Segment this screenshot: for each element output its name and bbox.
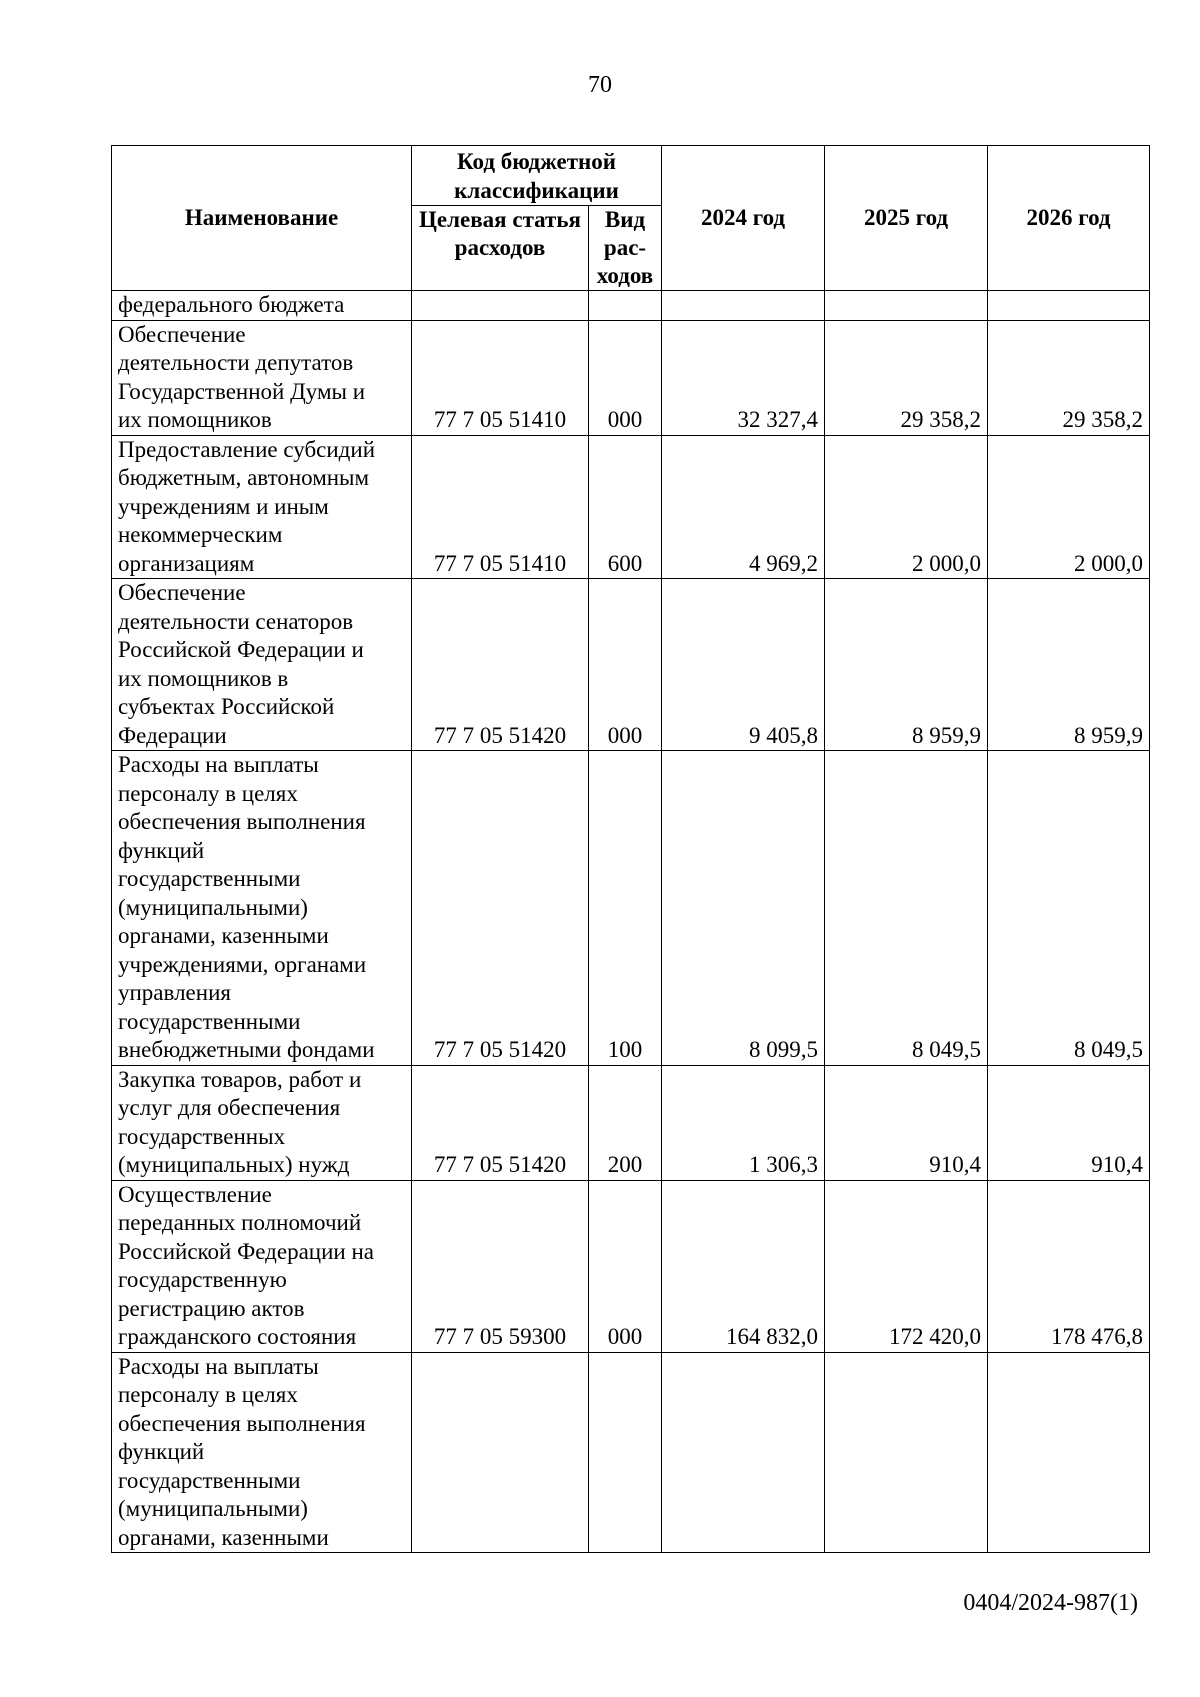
cell-name-text: Расходы на выплаты персоналу в целях обеспечения выполнения функций государственными (муниципальными) органами, казенными учреждениями, органами управления государственными внебюджетными фондами: [118, 752, 375, 1062]
cell-2025: [825, 1352, 988, 1553]
cell-2024: [662, 291, 825, 321]
cell-2026-text: 8 049,5: [1074, 1037, 1143, 1062]
header-2024: 2024 год: [662, 146, 825, 291]
header-2026: 2026 год: [988, 146, 1150, 291]
cell-2024: [662, 1180, 825, 1352]
cell-2026: [988, 1065, 1150, 1180]
cell-target-code: [412, 291, 589, 321]
cell-2024-text: 8 099,5: [749, 1037, 818, 1062]
cell-name-text: Закупка товаров, работ и услуг для обеспечения государственных (муниципальных) нужд: [118, 1066, 362, 1177]
cell-expense-type: [589, 291, 662, 321]
cell-expense-type: [589, 1065, 662, 1180]
cell-name-text: федерального бюджета: [118, 292, 345, 317]
cell-target-code-text: 77 7 05 51410: [433, 407, 567, 432]
cell-target-code: [412, 1065, 589, 1180]
cell-2025-text: 172 420,0: [889, 1324, 981, 1349]
cell-2026: [988, 1180, 1150, 1352]
table-row: [112, 435, 1150, 579]
cell-name-text: Обеспечение деятельности депутатов Государственной Думы и их помощников: [118, 321, 366, 432]
table-row: [112, 751, 1150, 1066]
table-row: [112, 291, 1150, 321]
cell-expense-type: [589, 1352, 662, 1553]
cell-expense-type-text: 000: [607, 1324, 643, 1349]
header-kbk: Код бюджетной классификации: [412, 146, 662, 206]
cell-2024: [662, 751, 825, 1066]
cell-name: [112, 1065, 412, 1180]
cell-2024-text: 1 306,3: [749, 1152, 818, 1177]
cell-2025-text: 2 000,0: [912, 550, 981, 576]
cell-2026: [988, 320, 1150, 435]
cell-2024-text: 32 327,4: [737, 407, 818, 432]
cell-2026: [988, 291, 1150, 321]
cell-2024-text: 164 832,0: [726, 1324, 818, 1349]
cell-name: [112, 435, 412, 579]
cell-2025: [825, 1180, 988, 1352]
cell-2025: [825, 435, 988, 579]
cell-2025: [825, 751, 988, 1066]
cell-expense-type-text: 200: [607, 1152, 643, 1177]
cell-2025: [825, 579, 988, 751]
table-row: [112, 1065, 1150, 1180]
cell-2026-text: 8 959,9: [1074, 722, 1143, 748]
cell-expense-type-text: 600: [607, 550, 643, 576]
table-row: [112, 1352, 1150, 1553]
cell-2025: [825, 291, 988, 321]
cell-name-text: Осуществление переданных полномочий Российской Федерации на государственную регистрацию актов гражданского состояния: [118, 1181, 374, 1349]
cell-target-code: [412, 435, 589, 579]
cell-name: [112, 751, 412, 1066]
cell-expense-type-text: 100: [607, 1037, 643, 1062]
cell-target-code: [412, 751, 589, 1066]
cell-name: [112, 291, 412, 321]
cell-expense-type-text: 000: [607, 722, 643, 748]
cell-name-text: Предоставление субсидий бюджетным, автономным учреждениям и иным некоммерческим организациям: [118, 436, 375, 576]
cell-expense-type: [589, 1180, 662, 1352]
header-2025: 2025 год: [825, 146, 988, 291]
table-row: [112, 579, 1150, 751]
cell-2025-text: 29 358,2: [900, 407, 981, 432]
cell-expense-type: [589, 435, 662, 579]
cell-target-code-text: 77 7 05 51410: [433, 550, 567, 576]
budget-table: [111, 145, 1150, 1553]
cell-2026-text: 2 000,0: [1074, 550, 1143, 576]
cell-2026: [988, 1352, 1150, 1553]
cell-2025: [825, 1065, 988, 1180]
cell-expense-type: [589, 320, 662, 435]
cell-2025-text: 8 049,5: [912, 1037, 981, 1062]
cell-2024-text: 4 969,2: [749, 550, 818, 576]
header-target-article: Целевая статья расходов: [412, 206, 589, 291]
cell-name-text: Обеспечение деятельности сенаторов Российской Федерации и их помощников в субъектах Российской Федерации: [118, 580, 364, 748]
cell-2024: [662, 320, 825, 435]
cell-target-code: [412, 1180, 589, 1352]
cell-name: [112, 320, 412, 435]
cell-2026: [988, 435, 1150, 579]
cell-target-code: [412, 320, 589, 435]
cell-target-code: [412, 579, 589, 751]
cell-target-code-text: 77 7 05 59300: [433, 1324, 567, 1349]
cell-target-code-text: 77 7 05 51420: [433, 1152, 567, 1177]
cell-2024: [662, 579, 825, 751]
header-name: Наименование: [112, 146, 412, 291]
table-header: [112, 146, 1150, 291]
cell-2026-text: 29 358,2: [1062, 407, 1143, 432]
cell-2026: [988, 579, 1150, 751]
cell-expense-type: [589, 579, 662, 751]
page-number: 70: [588, 72, 612, 98]
cell-name: [112, 579, 412, 751]
cell-target-code: [412, 1352, 589, 1553]
cell-2025-text: 910,4: [929, 1152, 981, 1177]
cell-target-code-text: 77 7 05 51420: [433, 1037, 567, 1062]
cell-2024: [662, 1065, 825, 1180]
table-row: [112, 1180, 1150, 1352]
cell-expense-type-text: 000: [607, 407, 643, 432]
header-expense-type: Вид рас-ходов: [589, 206, 662, 291]
cell-name: [112, 1180, 412, 1352]
cell-2025-text: 8 959,9: [912, 722, 981, 748]
cell-2026: [988, 751, 1150, 1066]
table-body: [112, 291, 1150, 1553]
cell-2026-text: 910,4: [1091, 1152, 1143, 1177]
cell-expense-type: [589, 751, 662, 1066]
cell-target-code-text: 77 7 05 51420: [433, 722, 567, 748]
cell-name: [112, 1352, 412, 1553]
cell-name-text: Расходы на выплаты персоналу в целях обеспечения выполнения функций государственными (муниципальными) органами, казенными: [118, 1353, 366, 1550]
cell-2026-text: 178 476,8: [1051, 1324, 1143, 1349]
cell-2024: [662, 1352, 825, 1553]
cell-2024: [662, 435, 825, 579]
table-row: [112, 320, 1150, 435]
cell-2025: [825, 320, 988, 435]
cell-2024-text: 9 405,8: [749, 722, 818, 748]
document-id: 0404/2024-987(1): [963, 1590, 1138, 1616]
